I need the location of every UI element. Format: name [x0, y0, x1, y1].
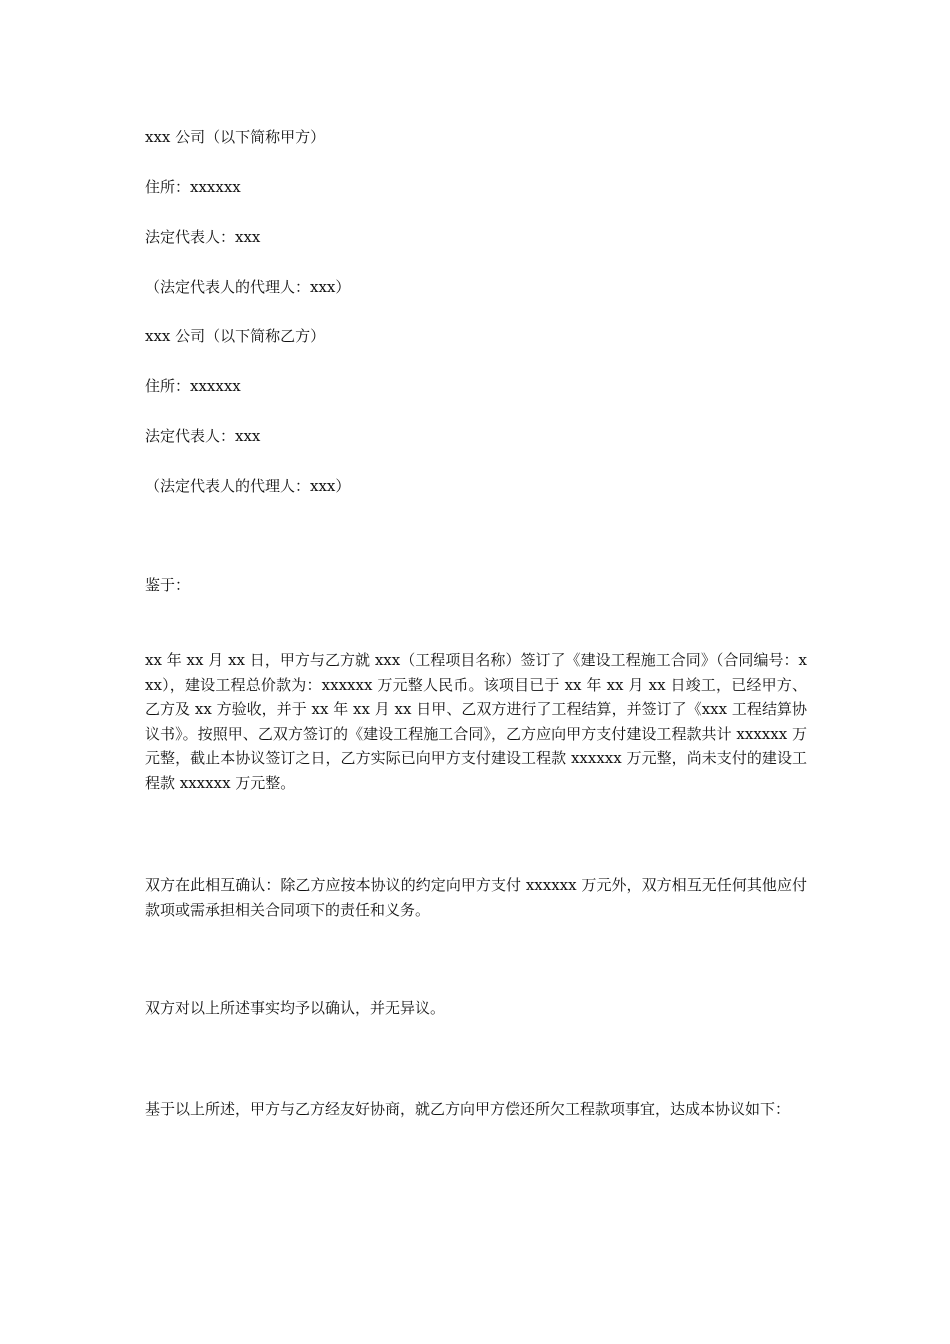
party-a-representative: 法定代表人：xxx: [145, 228, 261, 246]
paragraph-agreement-intro: 基于以上所述，甲方与乙方经友好协商，就乙方向甲方偿还所欠工程款项事宜，达成本协议如下：: [145, 1100, 791, 1118]
party-a-address: 住所：xxxxxx: [145, 178, 241, 196]
paragraph-mutual-confirmation: 双方在此相互确认：除乙方应按本协议的约定向甲方支付 xxxxxx 万元外，双方相互无任何其他应付款项或需承担相关合同项下的责任和义务。: [145, 876, 807, 919]
paragraph-no-objection: 双方对以上所述事实均予以确认，并无异议。: [145, 999, 446, 1017]
paragraph-background: xx 年 xx 月 xx 日，甲方与乙方就 xxx（工程项目名称）签订了《建设工程施工合同》（合同编号：xxx），建设工程总价款为：xxxxxx 万元整人民币。该项目已于 xx 年 xx 月 xx 日竣工，已经甲方、乙方及 xx 方验收，并于 xx 年 xx 月 xx 日甲、乙双方进行了工程结算，并签订了《xxx 工程结算协议书》。按照甲、乙双方签订的《建设工程施工合同》，乙方应向甲方支付建设工程款共计 xxxxxx 万元整，截止本协议签订之日，乙方实际已向甲方支付建设工程款 xxxxxx 万元整，尚未支付的建设工程款 xxxxxx 万元整。: [145, 651, 807, 792]
party-b-name: xxx 公司（以下简称乙方）: [145, 327, 326, 345]
party-a-agent: （法定代表人的代理人：xxx）: [145, 278, 351, 296]
whereas-heading: 鉴于：: [145, 576, 191, 594]
party-a-name: xxx 公司（以下简称甲方）: [145, 128, 326, 146]
party-b-address: 住所：xxxxxx: [145, 377, 241, 395]
party-b-representative: 法定代表人：xxx: [145, 427, 261, 445]
party-b-agent: （法定代表人的代理人：xxx）: [145, 477, 351, 495]
